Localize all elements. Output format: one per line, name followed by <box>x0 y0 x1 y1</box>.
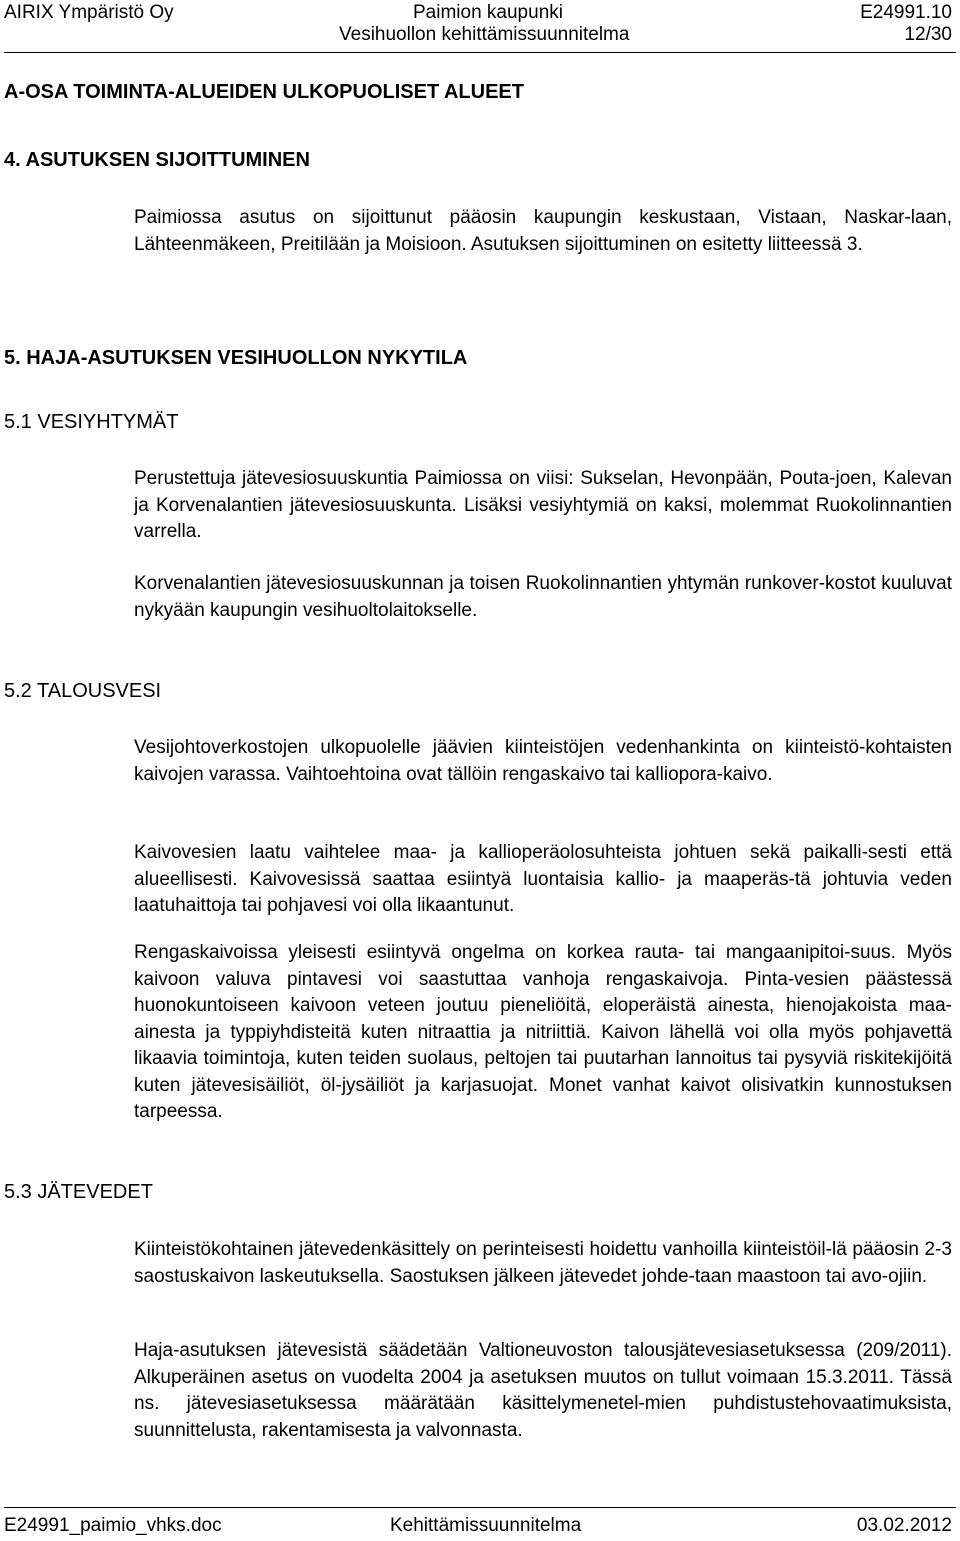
section-5-1-paragraph-1: Perustettuja jätevesiosuuskuntia Paimiossa on viisi: Sukselan, Hevonpään, Pouta-joen, Kalevan ja Korvenalantien jätevesiosuuskunta. Lisäksi vesiyhtymiä on kaksi, molemmat Ruokolinnantien varrella. <box>134 468 952 542</box>
header-doc-title: Vesihuollon kehittämissuunnitelma <box>339 24 630 45</box>
part-title: A-OSA TOIMINTA-ALUEIDEN ULKOPUOLISET ALUEET <box>4 81 524 103</box>
header-page-number: 12/30 <box>904 24 952 45</box>
header-company: AIRIX Ympäristö Oy <box>4 2 174 23</box>
footer-rule <box>4 1507 956 1508</box>
section-5-2-paragraph-2: Kaivovesien laatu vaihtelee maa- ja kallioperäolosuhteista johtuen sekä paikalli-sesti että alueellisesti. Kaivovesissä saattaa esiintyä luontaisia kallio- ja maaperäs-tä johtuvia veden laatuhaittoja tai pohjavesi voi olla likaantunut. <box>134 842 952 916</box>
section-5-2-paragraph-1: Vesijohtoverkostojen ulkopuolelle jäävien kiinteistöjen vedenhankinta on kiinteistö-kohtaisten kaivojen varassa. Vaihtoehtoina ovat tällöin rengaskaivo tai kalliopora-kaivo. <box>134 737 952 785</box>
section-5-2-paragraph-3: Rengaskaivoissa yleisesti esiintyvä ongelma on korkea rauta- tai mangaanipitoi-suus. Myös kaivoon valuva pintavesi voi saastuttaa vanhoja rengaskaivoja. Pinta-vesien päästessä huonokuntoiseen kaivoon veteen joutuu pieneliöitä, eloperäistä ainesta, hienojakoista maa-ainesta ja typpiyhdisteitä kuten nitraattia ja nitriittiä. Kaivon lähellä voi olla myös pohjavettä likaavia toimintoja, kuten teiden suolaus, peltojen tai puutarhan lannoitus tai pysyviä riskitekijöitä kuten jätevesisäiliöt, öl-jysäiliöt ja karjasuojat. Monet vanhat kaivot olisivatkin kunnostuksen tarpeessa. <box>134 942 952 1122</box>
section-5-3-paragraph-2: Haja-asutuksen jätevesistä säädetään Valtioneuvoston talousjätevesiasetuksessa (209/2011). Alkuperäinen asetus on vuodelta 2004 ja asetuksen muutos on tullut voimaan 15.3.2011. Tässä ns. jätevesiasetuksessa määrätään käsittelymenetel-mien puhdistustehovaatimuksista, suunnittelusta, rakentamisesta ja valvonnasta. <box>134 1340 952 1441</box>
section-4-paragraph-1: Paimiossa asutus on sijoittunut pääosin kaupungin keskustaan, Vistaan, Naskar-laan, Lähteenmäkeen, Preitilään ja Moisioon. Asutuksen sijoittuminen on esitetty liitteessä 3. <box>134 207 952 255</box>
section-5-title: 5. HAJA-ASUTUKSEN VESIHUOLLON NYKYTILA <box>4 347 468 369</box>
section-5-1-title: 5.1 VESIYHTYMÄT <box>4 411 179 433</box>
section-5-3-title: 5.3 JÄTEVEDET <box>4 1181 153 1203</box>
section-5-1-paragraph-2: Korvenalantien jätevesiosuuskunnan ja toisen Ruokolinnantien yhtymän runkover-kostot kuuluvat nykyään kaupungin vesihuoltolaitokselle. <box>134 573 952 621</box>
footer-doc-type: Kehittämissuunnitelma <box>390 1515 582 1536</box>
section-5-3-paragraph-1: Kiinteistökohtainen jätevedenkäsittely on perinteisesti hoidettu vanhoilla kiinteistöil-lä pääosin 2-3 saostuskaivon laskeutuksella. Saostuksen jälkeen jätevedet johde-taan maastoon tai avo-ojiin. <box>134 1239 952 1287</box>
header-rule <box>4 52 956 53</box>
section-5-2-title: 5.2 TALOUSVESI <box>4 680 162 702</box>
footer-date: 03.02.2012 <box>856 1515 952 1536</box>
section-4-title: 4. ASUTUKSEN SIJOITTUMINEN <box>4 149 310 171</box>
footer-filename: E24991_paimio_vhks.doc <box>4 1515 222 1536</box>
header-doc-code: E24991.10 <box>860 2 952 23</box>
header-client: Paimion kaupunki <box>413 2 563 23</box>
